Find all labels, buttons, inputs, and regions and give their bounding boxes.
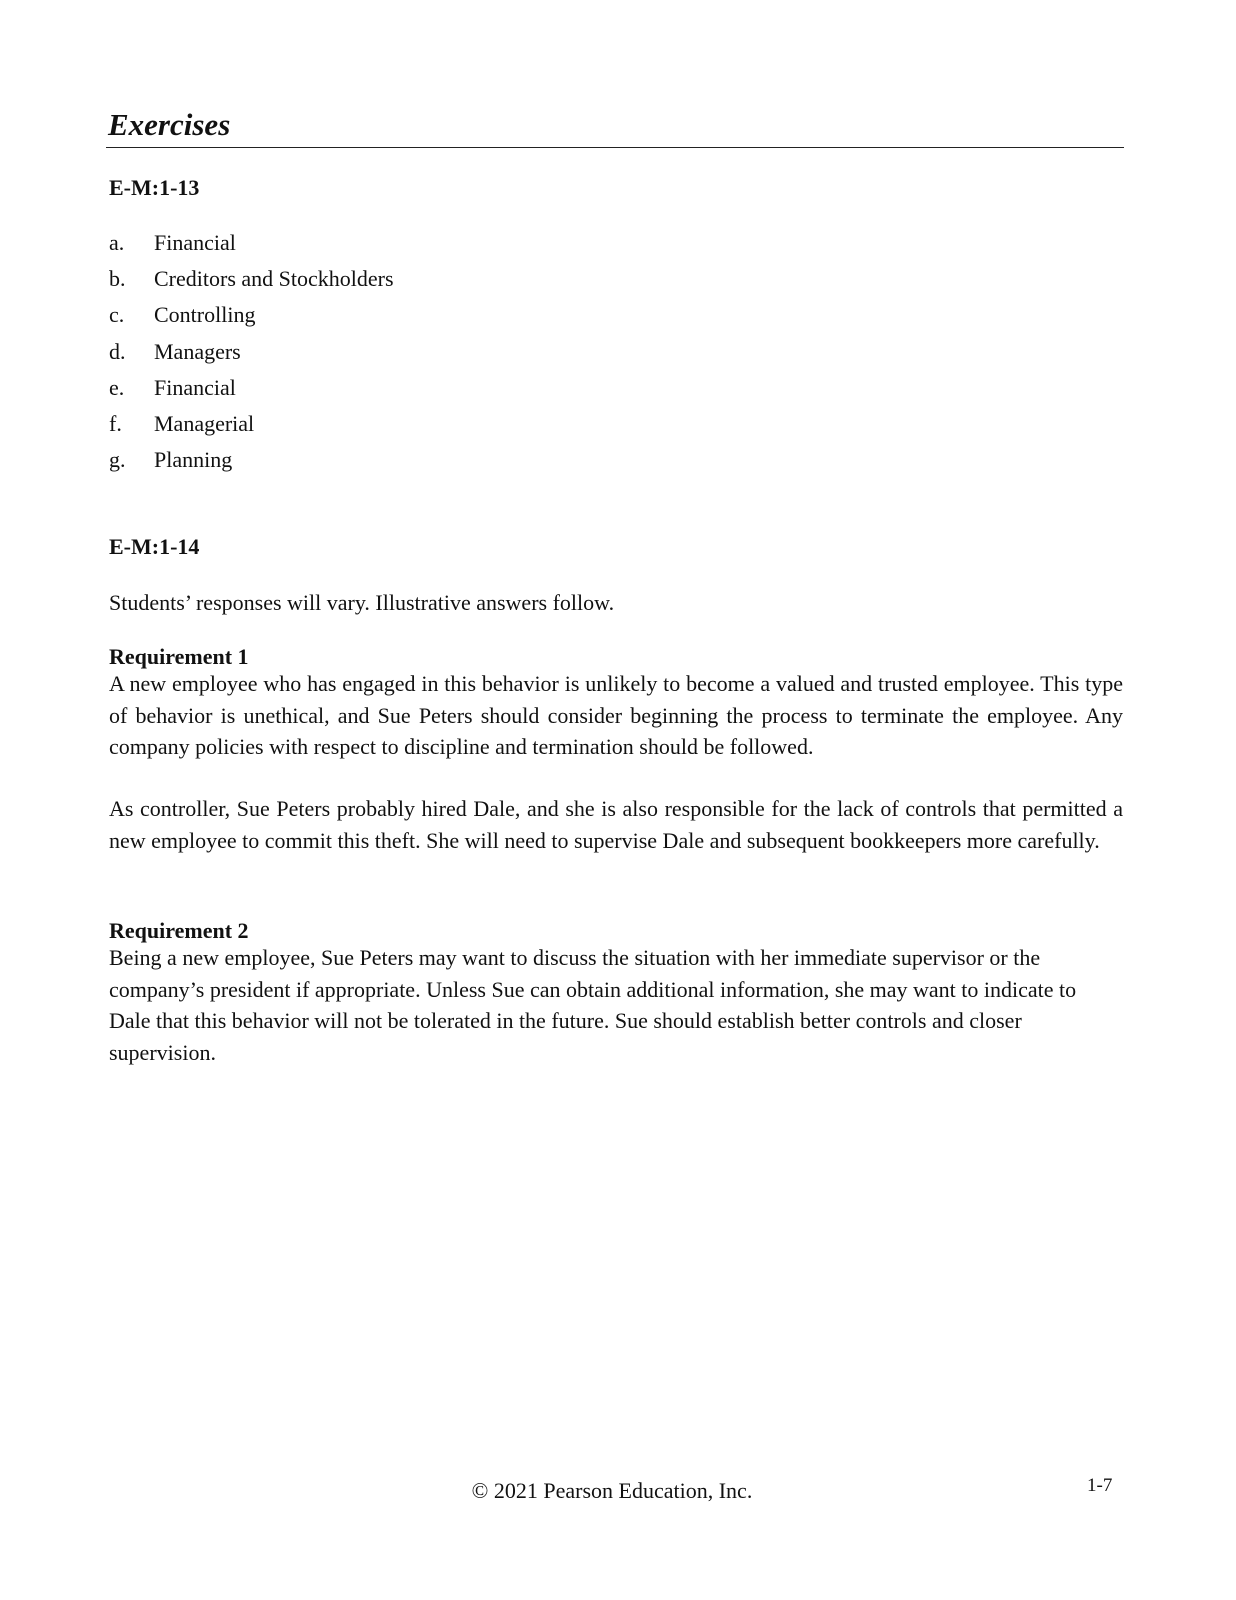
footer-copyright	[0, 1477, 1236, 1505]
item-letter: b.	[109, 266, 126, 292]
exercise-14-title: E-M:1-14	[109, 534, 200, 559]
exercise-13-title: E-M:1-13	[109, 175, 200, 200]
requirement-2-title: Requirement 2	[109, 918, 249, 943]
heading-underline	[106, 147, 1124, 148]
list-item	[109, 410, 394, 446]
page-number: 1-7	[1087, 1475, 1113, 1496]
list-item	[109, 301, 394, 337]
item-text: Financial	[154, 374, 236, 400]
item-text: Controlling	[154, 302, 256, 328]
item-letter: g.	[109, 447, 126, 473]
requirement-1-title: Requirement 1	[109, 644, 249, 669]
item-text: Managers	[154, 338, 241, 364]
copyright-text: © 2021 Pearson Education, Inc.	[471, 1478, 753, 1503]
item-letter: d.	[109, 338, 126, 364]
item-text: Planning	[154, 447, 233, 473]
requirement-1-paragraph-1: A new employee who has engaged in this behavior is unlikely to become a valued and trusted employee. This type of behavior is unethical, and Sue Peters should consider beginning the process to terminate the employee. Any company policies with respect to discipline and termination should be followed.	[109, 671, 1123, 759]
item-text: Creditors and Stockholders	[154, 266, 394, 292]
requirement-2-paragraph: Being a new employee, Sue Peters may want to discuss the situation with her immediate supervisor or the company’s president if appropriate. Unless Sue can obtain additional information, she may want to indicate to Dale that this behavior will not be tolerated in the future. Sue should establish better controls and closer supervision.	[109, 945, 1077, 1065]
item-letter: f.	[109, 410, 122, 436]
list-item	[109, 338, 394, 374]
item-text: Managerial	[154, 410, 255, 436]
item-letter: c.	[109, 302, 125, 328]
exercise-14-intro: Students’ responses will vary. Illustrative answers follow.	[109, 590, 615, 615]
section-heading: Exercises	[108, 107, 231, 142]
list-item	[109, 229, 394, 265]
item-text: Financial	[154, 230, 236, 255]
list-item	[109, 265, 394, 301]
list-item	[109, 446, 394, 482]
item-letter: e.	[109, 374, 125, 400]
requirement-1-paragraph-2: As controller, Sue Peters probably hired Dale, and she is also responsible for the lack of controls that permitted a new employee to commit this theft. She will need to supervise Dale and subsequent bookkeepers more carefully.	[109, 796, 1123, 853]
list-item	[109, 374, 394, 410]
item-letter: a.	[109, 230, 125, 255]
exercise-13-answer-list	[109, 229, 394, 482]
